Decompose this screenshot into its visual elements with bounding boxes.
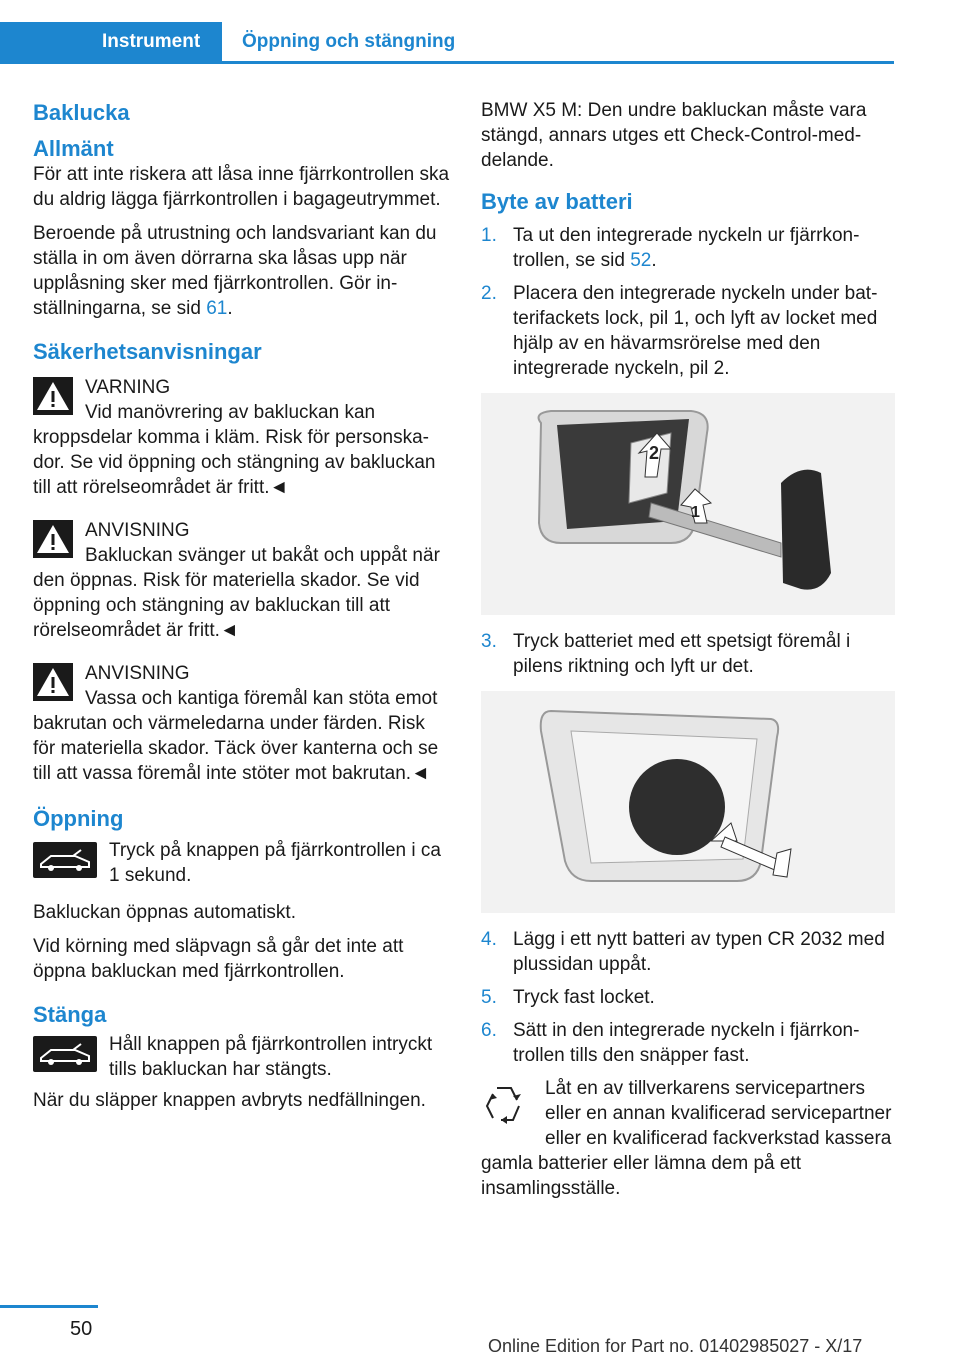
- page-link-52[interactable]: 52: [630, 250, 652, 271]
- warning-block-1: [33, 375, 451, 500]
- chapter-tab-bar: [0, 22, 960, 64]
- tab-opening-closing[interactable]: Öppning och stängning: [242, 31, 456, 52]
- open-instruction: [33, 838, 451, 888]
- list-item: 2. Placera den integrerade nyckeln under batterifackets lock, pil 1, och lyft av locket med hjälp av en hävarmsrörelse med den integrerade nyckeln, pil 2.: [481, 283, 878, 379]
- list-item: 1. Ta ut den integrerade nyckeln ur fjärrkontrollen, se sid 52.: [481, 225, 860, 271]
- note-text: Bakluckan svänger ut bakåt och uppåt när den öppnas. Risk för materiella skador. Se vid öppning och stängning av bakluckan till att rörelseområdet är fritt.◄: [33, 545, 440, 641]
- key-cover-figure: [481, 393, 895, 615]
- recycling-note: [481, 1076, 899, 1201]
- note-label: ANVISNING: [85, 663, 190, 684]
- list-item: 5. Tryck fast locket.: [481, 987, 655, 1008]
- list-item: 4. Lägg i ett nytt batteri av typen CR 2032 med plussidan uppåt.: [481, 929, 885, 975]
- arrow-label-1: 1: [691, 504, 700, 521]
- warning-triangle-icon: [33, 520, 73, 558]
- note-label: ANVISNING: [85, 520, 190, 541]
- close-paragraph-1: När du släpper knappen avbryts nedfällningen.: [33, 1090, 426, 1111]
- battery-steps: [481, 223, 899, 381]
- recycling-text: Låt en av tillverkarens servicepartners eller en annan kvalificerad servicepartner eller en kvalificerad fackverkstad kassera gamla batterier eller lämna dem på ett insamlingsställe.: [481, 1078, 892, 1199]
- right-column: [481, 98, 899, 1201]
- list-item: 6. Sätt in den integrerade nyckeln i fjärrkontrollen tills den snäpper fast.: [481, 1020, 860, 1066]
- open-paragraph-2: Vid körning med släpvagn så går det inte att öppna bakluckan med fjärrkontrollen.: [33, 936, 404, 982]
- close-instruction: [33, 1032, 451, 1082]
- heading-battery: Byte av batteri: [481, 189, 633, 214]
- arrow-label-2: 2: [649, 443, 660, 463]
- close-instruction-text: Håll knappen på fjärrkontrollen intryckt tills bakluckan har stängts.: [109, 1034, 433, 1080]
- note-text: Vassa och kantiga föremål kan stöta emot bakrutan och värmeledarna under färden. Risk för materiella skador. Täck över kanterna och se till att vassa föremål inte stöter mot bakrutan.◄: [33, 688, 439, 784]
- heading-closing: Stänga: [33, 1002, 107, 1027]
- heading-general: Allmänt: [33, 136, 114, 161]
- tailgate-button-icon: [33, 1036, 97, 1072]
- key-cover-illustration: [481, 393, 895, 615]
- edition-footer: Online Edition for Part no. 01402985027 - X/17: [488, 1336, 863, 1356]
- recycle-icon: [481, 1080, 527, 1134]
- list-item: 3. Tryck batteriet med ett spetsigt föremål i pilens riktning och lyft ur det.: [481, 631, 851, 677]
- note-block-1: [33, 518, 451, 643]
- tailgate-button-icon: [33, 842, 97, 878]
- general-paragraph-1: För att inte riskera att låsa inne fjärrkontrollen ska du aldrig lägga fjärrkontrollen i bagageutrymmet.: [33, 164, 450, 210]
- battery-steps-final: [481, 927, 899, 1068]
- open-paragraph-1: Bakluckan öppnas automatiskt.: [33, 902, 296, 923]
- battery-removal-illustration: [481, 691, 895, 913]
- general-paragraph-2: Beroende på utrustning och landsvariant kan du ställa in om även dörrarna ska låsas upp när upplåsning sker med fjärrkontrollen. Gör inställningarna, se sid 61.: [33, 223, 437, 319]
- heading-opening: Öppning: [33, 806, 124, 831]
- heading-safety: Säkerhetsanvisningar: [33, 339, 262, 364]
- page-link-61[interactable]: 61: [206, 298, 228, 319]
- warning-triangle-icon: [33, 377, 73, 415]
- footer-line: [0, 1305, 98, 1308]
- page-number: 50: [70, 1318, 93, 1340]
- warning-label: VARNING: [85, 377, 171, 398]
- left-column: [33, 98, 451, 1122]
- warning-text: Vid manövrering av bakluckan kan kroppsdelar komma i kläm. Risk för personskador. Se vid öppning och stängning av bakluckan till att rörelseområdet är fritt.◄: [33, 402, 436, 498]
- battery-steps-continued: [481, 629, 899, 679]
- section-title: Baklucka: [33, 100, 130, 125]
- note-block-2: [33, 661, 451, 786]
- warning-triangle-icon: [33, 663, 73, 701]
- battery-removal-figure: [481, 691, 895, 913]
- x5m-note: BMW X5 M: Den undre bakluckan måste vara stängd, annars utges ett Check-Control-meddelande.: [481, 100, 867, 171]
- open-instruction-text: Tryck på knappen på fjärrkontrollen i ca 1 sekund.: [109, 840, 441, 886]
- tab-instrument[interactable]: Instrument: [0, 22, 222, 62]
- tab-underline: [0, 61, 894, 64]
